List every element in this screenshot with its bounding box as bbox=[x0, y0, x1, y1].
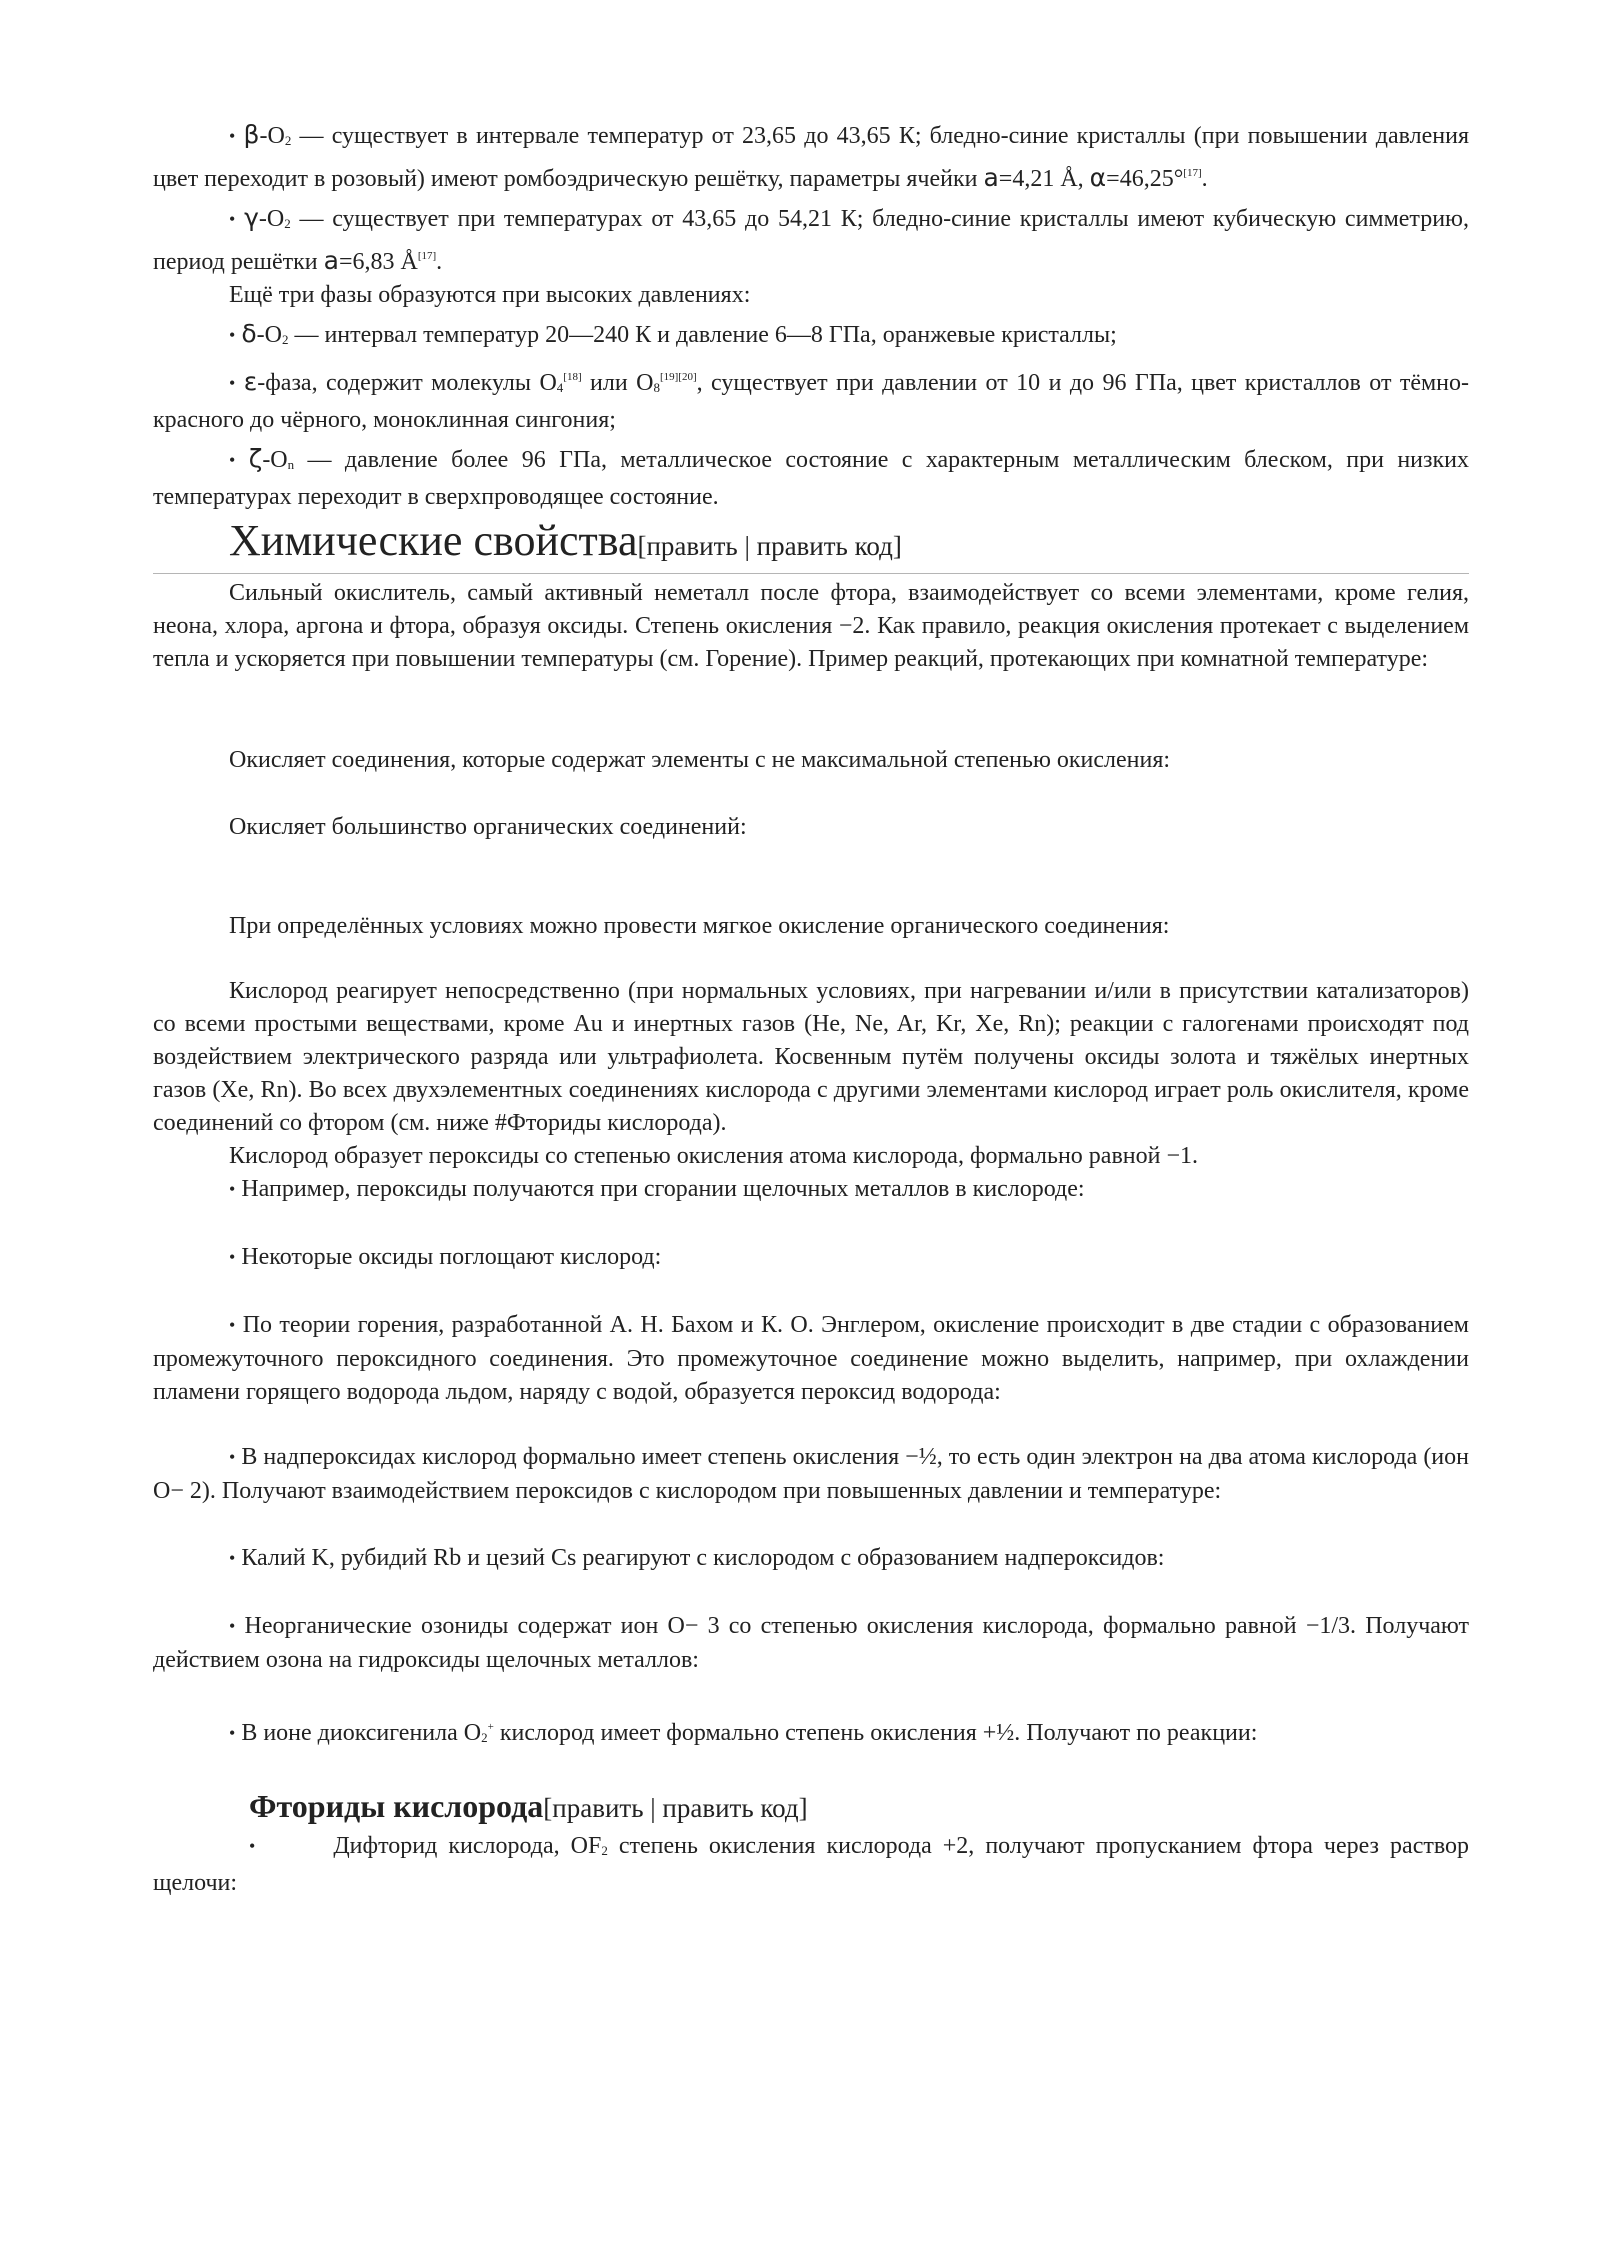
bullet: • bbox=[229, 373, 236, 393]
edit-section-link[interactable]: [править | править код] bbox=[543, 1793, 808, 1823]
beta-phase-item bbox=[153, 118, 1469, 196]
reference-link[interactable]: [17] bbox=[417, 250, 437, 262]
lattice-value: =6,83 Å bbox=[338, 249, 418, 275]
bullet: • bbox=[229, 126, 236, 146]
delta-phase-item bbox=[153, 317, 1469, 356]
item-text: кислород имеет формально степень окисления +½. Получают по реакции: bbox=[493, 1720, 1258, 1746]
item-text: 3 со степенью окисления кислорода, формально равной −1/3. Получают действием озона на гидроксиды щелочных металлов: bbox=[153, 1613, 1470, 1673]
high-pressure-intro: Ещё три фазы образуются при высоких давлениях: bbox=[229, 282, 751, 308]
oxygen-fluorides-heading bbox=[153, 1786, 1469, 1828]
bullet: • bbox=[229, 1548, 236, 1568]
subscript: n bbox=[287, 457, 295, 472]
dioxygenyl-bullet bbox=[153, 1711, 1469, 1754]
reference-link[interactable]: [19][20] bbox=[659, 371, 697, 383]
lattice-symbol: a bbox=[983, 163, 999, 192]
item-text: Калий K, рубидий Rb и цезий Cs реагируют с кислородом с образованием надпероксидов: bbox=[241, 1545, 1165, 1571]
item-text: или O bbox=[581, 370, 654, 396]
item-text: -фаза, содержит молекулы O bbox=[257, 370, 557, 396]
bullet: • bbox=[229, 1447, 236, 1467]
bullet: • bbox=[229, 1179, 236, 1199]
lattice-symbol: a bbox=[323, 246, 339, 275]
ozonide-bullet bbox=[153, 1610, 1469, 1677]
item-text: степень окисления кислорода +2, получают пропусканием фтора через раствор щелочи: bbox=[153, 1833, 1470, 1896]
subscript: 2 bbox=[481, 1730, 488, 1745]
heading-title: Химические свойства bbox=[229, 516, 638, 565]
lattice-value: =4,21 Å, bbox=[998, 166, 1090, 192]
angle-value: =46,25° bbox=[1106, 166, 1184, 192]
bullet: • bbox=[229, 1723, 236, 1743]
chem-paragraph-5: Кислород реагирует непосредственно (при нормальных условиях, при нагревании и/или в присутствии катализаторов) со всеми простыми веществами, кроме Au и инертных газов (He, Ne, Ar, Kr, Xe, Rn); реакции с галогенами происходят под воздействием электрического разряда или ультрафиолета. Косвенным путём получены оксиды золота и тяжёлых инертных газов (Xe, Rn). Во всех двухэлементных соединениях кислорода с другими элементами кислород играет роль окислителя, кроме соединений со фтором (см. ниже #Фториды кислорода). bbox=[153, 978, 1469, 1136]
subscript: 8 bbox=[653, 380, 660, 395]
subscript: 2 bbox=[284, 216, 291, 231]
greek-symbol: β bbox=[243, 120, 260, 149]
superscript: + bbox=[487, 1721, 494, 1733]
reference-link[interactable]: [17] bbox=[1183, 167, 1202, 179]
document-page bbox=[153, 118, 1469, 1900]
bullet: • bbox=[229, 209, 236, 229]
oxygen-difluoride-bullet bbox=[133, 1830, 1469, 1900]
item-text: В надпероксидах кислород формально имеет степень окисления −½, то есть один электрон на два атома кислорода (ион O− bbox=[153, 1444, 1469, 1504]
bullet: • bbox=[229, 1616, 236, 1636]
gamma-phase-item bbox=[153, 201, 1469, 279]
item-text: , существует при давлении от 10 и до 96 ГПа, цвет кристаллов от тёмно-красного до чёрного, моноклинная сингония; bbox=[153, 370, 1470, 433]
heading-title: Фториды кислорода bbox=[249, 1788, 544, 1824]
chemical-properties-heading bbox=[153, 516, 1469, 574]
epsilon-phase-item bbox=[153, 361, 1469, 437]
bullet: • bbox=[249, 1836, 256, 1856]
superoxide-bullet bbox=[153, 1441, 1469, 1508]
item-text: Неорганические озониды содержат ион O− bbox=[244, 1613, 699, 1639]
item-text: В ионе диоксигенила O bbox=[241, 1720, 482, 1746]
item-text: По теории горения, разработанной А. Н. Бахом и К. О. Энглером, окисление происходит в две стадии с образованием промежуточного пероксидного соединения. Это промежуточное соединение можно выделить, например, при охлаждении пламени горящего водорода льдом, наряду с водой, образуется пероксид водорода: bbox=[153, 1312, 1469, 1405]
edit-section-link[interactable]: [править | править код] bbox=[637, 531, 902, 561]
chem-paragraph-1: Сильный окислитель, самый активный неметалл после фтора, взаимодействует со всеми элементами, кроме гелия, неона, хлора, аргона и фтора, образуя оксиды. Степень окисления −2. Как правило, реакция окисления протекает с выделением тепла и ускоряется при повышении температуры (см. Горение). Пример реакций, протекающих при комнатной температуре: bbox=[153, 580, 1469, 672]
chem-paragraph-6: Кислород образует пероксиды со степенью окисления атома кислорода, формально равной −1. bbox=[229, 1143, 1198, 1169]
bullet: • bbox=[229, 1315, 236, 1335]
bullet: • bbox=[229, 1247, 236, 1267]
peroxide-bullet bbox=[153, 1173, 1469, 1207]
greek-symbol: ζ bbox=[248, 444, 263, 473]
item-text: Дифторид кислорода, OF bbox=[333, 1833, 602, 1859]
greek-symbol: ε bbox=[243, 367, 258, 396]
item-text: — давление более 96 ГПа, металлическое состояние с характерным металлическим блеском, при низких температурах переходит в сверхпроводящее состояние. bbox=[153, 447, 1469, 510]
alkali-superoxide-bullet bbox=[153, 1542, 1469, 1576]
bullet: • bbox=[229, 450, 236, 470]
subscript: 2 bbox=[601, 1843, 608, 1858]
punctuation: . bbox=[1201, 166, 1208, 192]
item-text: — существует при температурах от 43,65 до 54,21 К; бледно-синие кристаллы имеют кубическую симметрию, период решётки bbox=[153, 206, 1469, 275]
greek-symbol: γ bbox=[244, 203, 259, 232]
chem-paragraph-3: Окисляет большинство органических соединений: bbox=[229, 814, 747, 840]
formula: -O bbox=[258, 206, 285, 232]
oxide-absorb-bullet bbox=[153, 1241, 1469, 1275]
subscript: 2 bbox=[284, 133, 292, 148]
subscript: 4 bbox=[556, 380, 564, 395]
formula: -O bbox=[256, 322, 282, 348]
item-text: 2). Получают взаимодействием пероксидов с кислородом при повышенных давлении и температуре: bbox=[189, 1478, 1222, 1504]
subscript: 2 bbox=[281, 332, 289, 347]
reference-link[interactable]: [18] bbox=[563, 371, 582, 383]
greek-symbol: δ bbox=[241, 319, 257, 348]
bullet: • bbox=[229, 325, 236, 345]
item-text: Например, пероксиды получаются при сгорании щелочных металлов в кислороде: bbox=[241, 1176, 1085, 1202]
angle-symbol: α bbox=[1089, 163, 1107, 192]
combustion-theory-bullet bbox=[153, 1309, 1469, 1409]
item-text: — интервал температур 20—240 К и давление 6—8 ГПа, оранжевые кристаллы; bbox=[288, 322, 1117, 348]
item-text: Некоторые оксиды поглощают кислород: bbox=[241, 1244, 662, 1270]
chem-paragraph-4: При определённых условиях можно провести мягкое окисление органического соединения: bbox=[229, 913, 1170, 939]
item-text: — существует в интервале температур от 23,65 до 43,65 К; бледно-синие кристаллы (при повышении давления цвет переходит в розовый) имеют ромбоэдрическую решётку, параметры ячейки bbox=[153, 123, 1470, 192]
formula: -O bbox=[259, 123, 285, 149]
formula: -O bbox=[262, 447, 288, 473]
chem-paragraph-2: Окисляет соединения, которые содержат элементы с не максимальной степенью окисления: bbox=[229, 747, 1171, 773]
punctuation: . bbox=[436, 249, 443, 275]
zeta-phase-item bbox=[153, 442, 1469, 514]
